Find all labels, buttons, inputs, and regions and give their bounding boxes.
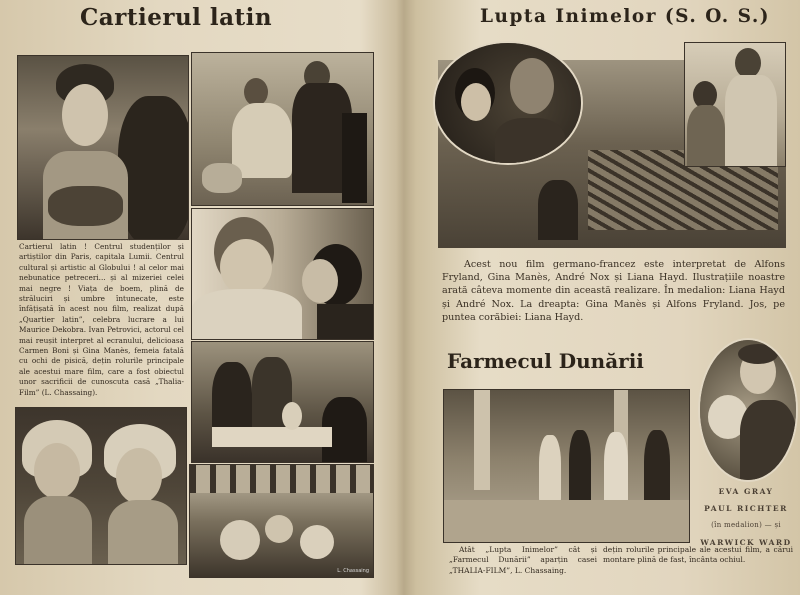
cast-credits: [696, 483, 796, 551]
photo-two-women: [15, 407, 187, 565]
photo-medallion-liana-hayd-andre-nox: [433, 41, 583, 165]
right-page-title: Lupta Inimelor (S. O. S.): [480, 6, 771, 27]
credit-paul-richter: PAUL RICHTER: [704, 504, 788, 513]
left-article-text: Cartierul latin ! Centrul studenților și artiștilor din Paris, capitala Lumii. Centrul cultural și artistic al Globului ! al celor mai nebunatice petreceri... și al mizeriei celei mai negre ! Viața de boem, plină de străluciri și umbre întunecate, este înfățișată în acest nou film, realizat după „Quartier latin”, celebra lucrare a lui Maurice Dekobra. Ivan Petrovici, actorul cel mai reușit interpret al ecranului, delicioasa Carmen Boni și Gina Manès, femeia fatală cu ochi de pisică, dețin rolurile principale ale acestui mare film, care a fost obiectul unor sacrificii de cunoscuta casă „Thalia-Film” (L. Chassaing).: [19, 242, 184, 397]
footer-text-right: dețin rolurile principale ale acestui film, a cărui montare plină de fast, încânta ochiul.: [603, 545, 793, 565]
photo-couple-closeup: [191, 208, 374, 340]
left-page-title: Cartierul latin: [80, 4, 273, 31]
credit-warwick-ward: WARWICK WARD: [700, 538, 792, 547]
right-article-text: Acest nou film germano-francez este interpretat de Alfons Fryland, Gina Manès, André Nox și Liana Hayd. Ilustrațiile noastre arată câteva momente din această realizare. În medalion: Liana Hayd și André Nox. La dreapta: Gina Manès și Alfons Fryland. Jos, pe puntea corăbiei: Liana Hayd.: [442, 259, 785, 323]
photo-dinner-scene: [191, 341, 374, 463]
section-title-farmecul-dunarii: Farmecul Dunării: [447, 349, 644, 373]
photo-couple-parlor: [191, 52, 374, 206]
photo-garden-flowers: [189, 464, 374, 578]
photo-signature: L. Chassaing: [337, 568, 369, 574]
footer-text-left: Atât „Lupta Inimelor” cât și „Farmecul Dunării” aparțin casei „THALIA-FILM”, L. Chassaing.: [449, 545, 597, 575]
credit-eva-gray: EVA GRAY: [718, 487, 774, 496]
photo-medallion-eva-gray-paul-richter: [698, 338, 798, 482]
credit-medallion-note: (în medalion) — și: [711, 521, 781, 529]
photo-couple-gina-manes-alfons-fryland: [684, 42, 786, 167]
photo-ballroom: [443, 389, 690, 543]
photo-woman-portrait: [17, 55, 189, 240]
